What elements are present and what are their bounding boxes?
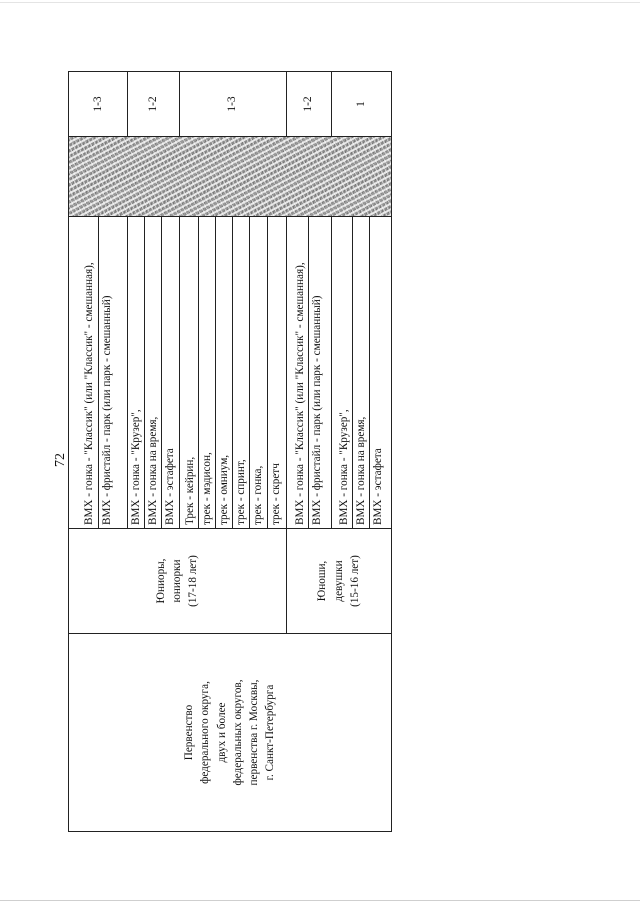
age-group-line: юниорки xyxy=(171,559,184,603)
competition-name-line: двух и более xyxy=(215,702,228,763)
scan-edge-bottom xyxy=(0,900,640,901)
age-group-line: (17-18 лет) xyxy=(187,555,200,607)
discipline-cell xyxy=(179,217,286,529)
discipline-line: BMX - гонка - "Классик" (или "Классик" - смешанная), xyxy=(83,262,96,525)
discipline-line: Трек - кейрин, xyxy=(183,456,196,525)
competition-name-line: федерального округа, xyxy=(199,681,212,784)
age-group-line: Юниоры, xyxy=(155,558,167,604)
discipline-cell xyxy=(286,217,331,529)
discipline-line: трек - гонка, xyxy=(249,217,266,528)
discipline-line: BMX - фристайл - парк (или парк - смешанный) xyxy=(308,217,325,528)
discipline-line: трек - мэдисон, xyxy=(198,217,215,528)
page-number: 72 xyxy=(53,453,68,467)
competition-name-line: г. Санкт-Петербурга xyxy=(264,684,277,781)
discipline-line: трек - спринт, xyxy=(232,217,249,528)
competition-name-line: федеральных округов, xyxy=(231,679,244,786)
discipline-cell xyxy=(128,217,180,529)
competition-name-line: Первенство xyxy=(183,704,196,761)
discipline-line: BMX - гонка - "Крузер", xyxy=(337,409,350,525)
rotated-table-wrapper xyxy=(68,72,385,832)
discipline-line: трек - скретч xyxy=(267,217,284,528)
discipline-line: трек - омниум, xyxy=(215,217,232,528)
age-group-line: (15-16 лет) xyxy=(348,555,361,607)
count-cell: 1-3 xyxy=(69,72,128,137)
discipline-cell xyxy=(331,217,391,529)
age-group-cell xyxy=(69,529,287,634)
discipline-line: BMX - гонка на время, xyxy=(352,217,369,528)
competition-name-line: первенства г. Москвы, xyxy=(248,679,261,786)
discipline-line: BMX - эстафета xyxy=(369,217,386,528)
discipline-line: BMX - эстафета xyxy=(161,217,178,528)
competition-name-cell xyxy=(69,634,392,832)
count-cell: 1-2 xyxy=(286,72,331,137)
age-group-cell xyxy=(286,529,391,634)
discipline-line: BMX - гонка на время, xyxy=(144,217,161,528)
discipline-line: BMX - гонка - "Крузер", xyxy=(130,409,142,525)
redacted-column xyxy=(69,137,392,217)
scan-edge-top xyxy=(0,2,640,3)
count-cell: 1-3 xyxy=(179,72,286,137)
age-group-line: девушки xyxy=(332,560,345,602)
competitions-table xyxy=(68,71,392,832)
discipline-line: BMX - гонка - "Классик" (или "Классик" - смешанная), xyxy=(293,262,306,525)
discipline-line: BMX - фристайл - парк (или парк - смешанный) xyxy=(98,217,115,528)
discipline-cell xyxy=(69,217,128,529)
age-group-line: Юноши, xyxy=(316,560,329,602)
redaction-mark xyxy=(69,137,391,216)
count-cell: 1 xyxy=(331,72,391,137)
count-cell: 1-2 xyxy=(128,72,180,137)
table-row xyxy=(69,72,128,832)
